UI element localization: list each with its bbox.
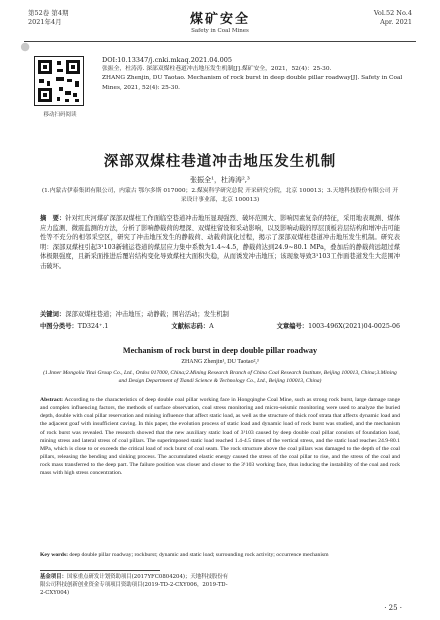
- classification-row: [40, 322, 400, 331]
- qr-code[interactable]: [34, 56, 84, 106]
- header-rule: [24, 41, 416, 42]
- article-number: [277, 322, 400, 331]
- article-no-label: 文章编号：: [276, 323, 309, 330]
- volume-en: Vol.52 No.4: [373, 9, 412, 17]
- article-title-en: Mechanism of rock burst in deep double pillar roadway: [122, 346, 318, 355]
- funding-text: 国家重点研发计划资助项目(2017YFC0804204)；天地科技股份有限公司科技创新创业资金专项项目资助项目(2019-TD-2-CXY006，2019-TD-2-CXY004): [40, 574, 229, 596]
- clc-number: [40, 322, 108, 331]
- funding-label: 基金项目：: [40, 574, 67, 580]
- authors-en: ZHANG Zhenjin¹, DU Taotao²,³: [181, 359, 259, 365]
- keywords-cn: [40, 310, 400, 320]
- abstract-en: [40, 396, 400, 478]
- abstract-en-text: According to the characteristics of deep double coal pillar working face in Hongqinghe Coal Mine, such as strong rock burst, large damage range and complex influencing factors, the methods of surface observation, coal stress monitoring and micro-seismic monitoring were used to analyze the buried depth, double with coal pillar reservation and mining influence that affect static load, as well as the structure of thick roof strata that affects dynamic load and the adjacent goaf with insufficient caving. In this paper, the evolution process of static load and dynamic load of rock burst was studied, and the mechanism of rock burst was revealed. The research showed that the new auxiliary static load of 3¹103 caused by deep double coal pillar consists of foundation load, mining stress and lateral stress of coal pillars. The superimposed static load reached 1.4-4.5 times of the vertical stress, and the static load reaches 24.9-80.1 MPa, which is close to or exceeds the critical load of rock burst of coal seam. The rock structure above the coal pillars was damaged to the depth of the coal pillars, releasing the bending and sinking process. The accumulated elastic energy caused the stress of the coal pillar to rise, and the stress of the coal and rock mass transferred to the deep part. The failure position was closer and closer to the 3¹103 working face, thus inducing the instability of the coal and rock mass with high stress concentration.: [40, 397, 400, 477]
- affiliation-cn: (1.内蒙古伊泰集团有限公司，内蒙古 鄂尔多斯 017000；2.煤炭科学研究总院 开采研究分院，北京 100013；3.天地科技股份有限公司 开采设计事业部，北京 100013): [41, 188, 399, 203]
- header-right: [374, 9, 412, 27]
- abstract-en-label: Abstract:: [40, 397, 64, 403]
- doi[interactable]: DOI:10.13347/j.cnki.mkaq.2021.04.005: [102, 56, 233, 64]
- affiliation-en: (1.Inner Mongolia Yitai Group Co., Ltd., Ordos 017000, China;2.Mining Research Branch of China Coal Research Institute, Beijing 100013, China;3.Mining and Design Department of Tiandi Science & Technology Co., Ltd., Beijing 100013, China): [43, 370, 397, 385]
- citation-en: ZHANG Zhenjin, DU Taotao. Mechanism of rock burst in deep double pillar roadway[J]. Safety in Coal Mines, 2021, 52(4): 25-30.: [102, 75, 403, 91]
- article-no-value: 1003-496X(2021)04-0025-06: [308, 323, 400, 330]
- citation-cn: 张振全，杜涛涛. 深部双煤柱巷道冲击地压发生机制[J].煤矿安全，2021，52(4)：25-30.: [102, 66, 332, 73]
- document-code: [171, 322, 213, 331]
- clc-label: 中图分类号：: [40, 323, 78, 330]
- doc-code-label: 文献标志码：: [171, 323, 210, 330]
- footnote-rule: [40, 570, 160, 571]
- volume-cn: 第52卷 第4期: [28, 9, 69, 17]
- watermark: ●: [17, 38, 33, 55]
- date-en: Apr. 2021: [380, 18, 412, 26]
- abstract-cn-text: 针对红庆河煤矿深部双煤柱工作面临空巷道冲击地压显现强烈、破坏范围大、影响因素复杂的特征，采用地表观测、煤体应力监测、微震监测的方法，分析了影响静载荷的埋深、双煤柱留设和采动影响，以及影响动载的厚层顶板岩层结构和增冲击可能性等不充分的相邻采空区，研究了冲击地压发生的静载荷、动载荷演化过程，揭示了深部双煤柱巷道冲击地压发生机制。研究表明：深部双煤柱引起3¹103新辅运巷道的煤层应力集中系数为1.4~4.5，静载荷达到24.9~80.1 MPa，叠加后的静载荷远超过煤体极限强度，且新采面推进后覆岩结构变化导致煤柱大面积失稳，从而诱发冲击地压；该现象导致3¹103工作面巷道发生大范围冲击破坏。: [40, 215, 401, 270]
- doc-code-value: A: [209, 323, 214, 330]
- keywords-en-text: deep double pillar roadway; rockburst; dynamic and static load; surrounding rock activity; occurrence mechanism: [69, 552, 329, 558]
- journal-header: [0, 0, 440, 46]
- keywords-cn-text: 深部双煤柱巷道；冲击地压；动静载；围岩活动；发生机制: [65, 311, 229, 318]
- abstract-cn: [40, 214, 400, 272]
- keywords-en: [40, 551, 400, 559]
- authors-cn: 张振全¹，杜涛涛²,³: [190, 176, 250, 184]
- journal-name-cn: 煤矿安全: [189, 12, 250, 27]
- keywords-en-label: Key words:: [40, 552, 68, 558]
- page-number: · 25 ·: [384, 604, 402, 612]
- abstract-cn-label: 摘 要：: [40, 215, 66, 222]
- qr-caption: 移动扫码阅读: [43, 112, 77, 118]
- citation-block: [102, 56, 410, 93]
- funding-footnote: [40, 573, 230, 597]
- clc-value: TD324⁺.1: [77, 323, 109, 330]
- article-title-cn: 深部双煤柱巷道冲击地压发生机制: [103, 154, 337, 170]
- date-cn: 2021年4月: [28, 18, 62, 26]
- journal-name-en: Safety in Coal Mines: [191, 28, 249, 34]
- keywords-cn-label: 关键词：: [40, 311, 66, 318]
